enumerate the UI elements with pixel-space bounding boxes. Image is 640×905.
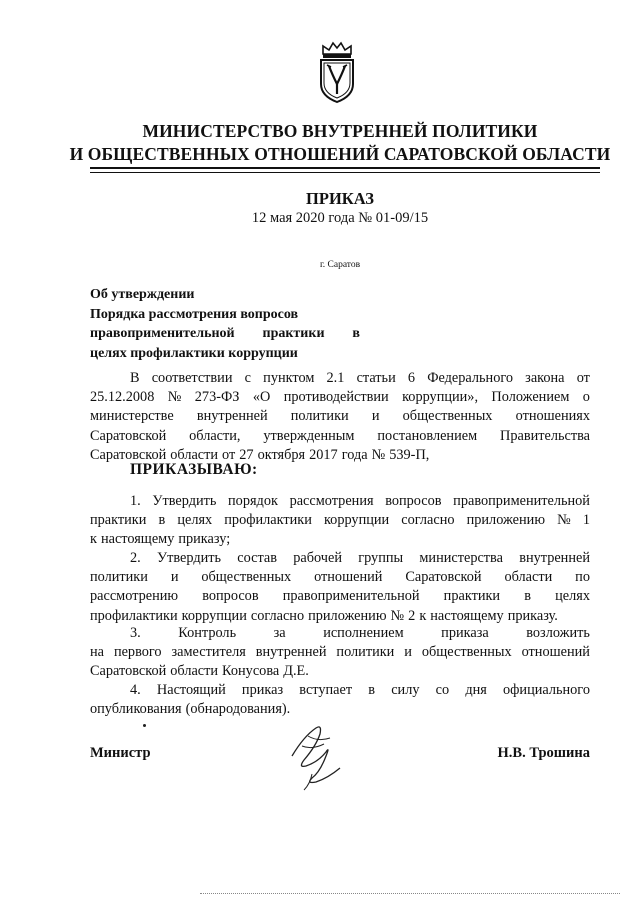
order-subject xyxy=(90,285,360,363)
text-line: практики в целях профилактики коррупции согласно приложению № 1 xyxy=(90,512,590,529)
text-line: министерстве внутренней политики и общественных отношениях xyxy=(90,408,590,425)
subject-line: целях профилактики коррупции xyxy=(90,345,298,361)
order-title: ПРИКАЗ xyxy=(306,189,374,208)
ministry-name-line2: И ОБЩЕСТВЕННЫХ ОТНОШЕНИЙ САРАТОВСКОЙ ОБЛАСТИ xyxy=(69,144,611,164)
text-line: Саратовской области от 27 октября 2017 года № 539-П, xyxy=(90,446,430,463)
text-line: 25.12.2008 № 273-ФЗ «О противодействии коррупции», Положением о xyxy=(90,389,590,406)
subject-line: Об утверждении xyxy=(90,287,195,302)
order-item-3 xyxy=(90,624,590,682)
ministry-name-line1: МИНИСТЕРСТВО ВНУТРЕННЕЙ ПОЛИТИКИ xyxy=(142,121,538,141)
preamble-paragraph xyxy=(90,369,590,465)
saratov-coat-of-arms-icon xyxy=(314,40,360,104)
decree-word: ПРИКАЗЫВАЮ: xyxy=(130,461,258,478)
order-item-4 xyxy=(90,681,590,719)
text-line: Саратовской области Конусова Д.Е. xyxy=(90,663,309,680)
footer-dotted-line xyxy=(200,893,620,894)
text-line: опубликования (обнародования). xyxy=(90,701,291,718)
text-line: политики и общественных отношений Саратовской области по xyxy=(90,569,590,586)
text-line: профилактики коррупции согласно приложению № 2 к настоящему приказу. xyxy=(90,607,558,624)
order-date-number: 12 мая 2020 года № 01-09/15 xyxy=(251,210,429,226)
text-line: 4. Настоящий приказ вступает в силу со дня официального xyxy=(130,682,590,698)
header-thin-rule xyxy=(90,172,600,173)
text-line: В соответствии с пунктом 2.1 статьи 6 Федерального закона от xyxy=(130,370,590,386)
subject-line-justified: правоприменительной практики в xyxy=(90,326,360,341)
text-line: на первого заместителя внутренней политики и общественных отношений xyxy=(90,644,590,661)
header-thick-rule xyxy=(90,167,600,169)
text-line: к настоящему приказу; xyxy=(90,531,231,548)
order-city: г. Саратов xyxy=(319,260,361,270)
text-line: рассмотрению вопросов правоприменительной практики в целях xyxy=(90,588,590,605)
signatory-title: Министр xyxy=(90,745,151,761)
order-item-2 xyxy=(90,549,590,626)
text-line: 3. Контроль за исполнением приказа возложить xyxy=(130,625,590,641)
text-line: 1. Утвердить порядок рассмотрения вопросов правоприменительной xyxy=(130,493,590,509)
text-line: 2. Утвердить состав рабочей группы министерства внутренней xyxy=(130,550,590,566)
handwritten-signature-icon xyxy=(282,716,352,792)
text-line: Саратовской области, утвержденным постановлением Правительства xyxy=(90,427,590,444)
stray-dot xyxy=(143,724,146,727)
order-item-1 xyxy=(90,492,590,550)
signatory-name: Н.В. Трошина xyxy=(497,745,590,761)
subject-line: Порядка рассмотрения вопросов xyxy=(90,306,299,322)
